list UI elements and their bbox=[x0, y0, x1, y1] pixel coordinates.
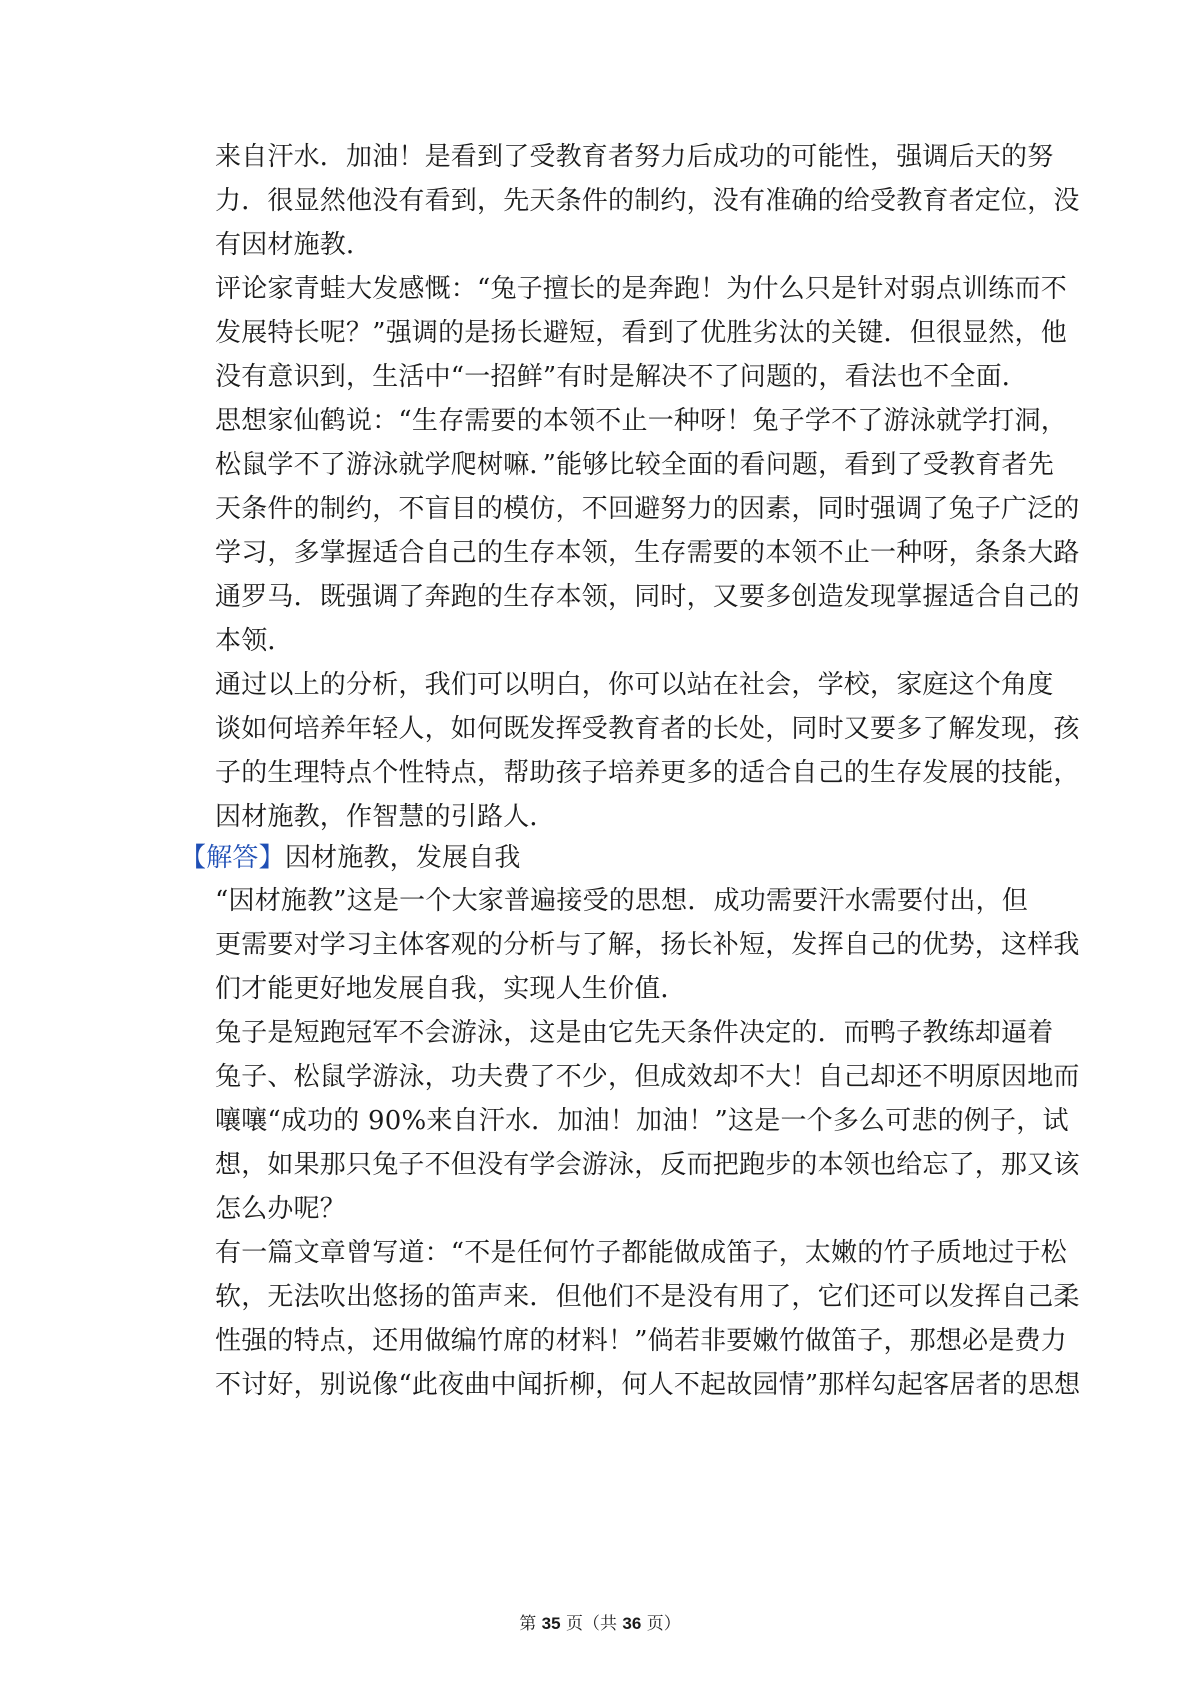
total-page-number: 36 bbox=[622, 1614, 642, 1633]
page-footer bbox=[0, 1613, 1200, 1635]
answer-line: 软，无法吹出悠扬的笛声来．但他们不是没有用了，它们还可以发挥自己柔 bbox=[215, 1282, 1080, 1312]
text-line: 发展特长呢？”强调的是扬长避短，看到了优胜劣汰的关键．但很显然，他 bbox=[215, 318, 1067, 348]
text-line: 来自汗水．加油！是看到了受教育者努力后成功的可能性，强调后天的努 bbox=[215, 142, 1054, 172]
answer-line: 兔子是短跑冠军不会游泳，这是由它先天条件决定的．而鸭子教练却逼着 bbox=[215, 1018, 1054, 1048]
answer-line: 有一篇文章曾写道：“不是任何竹子都能做成笛子，太嫩的竹子质地过于松 bbox=[215, 1238, 1067, 1268]
text-line: 子的生理特点个性特点，帮助孩子培养更多的适合自己的生存发展的技能， bbox=[215, 758, 1080, 788]
current-page-number: 35 bbox=[541, 1614, 561, 1633]
answer-line: “因材施教”这是一个大家普遍接受的思想．成功需要汗水需要付出，但 bbox=[215, 886, 1028, 916]
answer-title: 因材施教，发展自我 bbox=[284, 843, 521, 873]
text-line: 力．很显然他没有看到，先天条件的制约，没有准确的给受教育者定位，没 bbox=[215, 186, 1080, 216]
text-line: 谈如何培养年轻人，如何既发挥受教育者的长处，同时又要多了解发现，孩 bbox=[215, 714, 1080, 744]
text-line: 松鼠学不了游泳就学爬树嘛．”能够比较全面的看问题，看到了受教育者先 bbox=[215, 450, 1054, 480]
answer-line: 兔子、松鼠学游泳，功夫费了不少，但成效却不大！自己却还不明原因地而 bbox=[215, 1062, 1080, 1092]
answer-label: 【解答】 bbox=[180, 843, 285, 873]
text-line: 天条件的制约，不盲目的模仿，不回避努力的因素，同时强调了兔子广泛的 bbox=[215, 494, 1080, 524]
answer-line: 们才能更好地发展自我，实现人生价值． bbox=[215, 974, 687, 1004]
answer-line: 更需要对学习主体客观的分析与了解，扬长补短，发挥自己的优势，这样我 bbox=[215, 930, 1080, 960]
footer-suffix: 页） bbox=[641, 1614, 681, 1634]
answer-line: 嚷嚷“成功的 90%来自汗水．加油！加油！”这是一个多么可悲的例子，试 bbox=[215, 1106, 1069, 1136]
answer-line: 怎么办呢？ bbox=[215, 1194, 347, 1224]
text-line: 通罗马．既强调了奔跑的生存本领，同时，又要多创造发现掌握适合自己的 bbox=[215, 582, 1080, 612]
footer-middle: 页（共 bbox=[560, 1614, 623, 1634]
text-line: 学习，多掌握适合自己的生存本领，生存需要的本领不止一种呀，条条大路 bbox=[215, 538, 1080, 568]
text-line: 因材施教，作智慧的引路人． bbox=[215, 802, 556, 832]
answer-line: 不讨好，别说像“此夜曲中闻折柳，何人不起故园情”那样勾起客居者的思想 bbox=[215, 1370, 1081, 1400]
text-line: 思想家仙鹤说：“生存需要的本领不止一种呀！兔子学不了游泳就学打洞， bbox=[215, 406, 1067, 436]
footer-prefix: 第 bbox=[519, 1614, 542, 1634]
answer-line: 想，如果那只兔子不但没有学会游泳，反而把跑步的本领也给忘了，那又该 bbox=[215, 1150, 1080, 1180]
text-line: 没有意识到，生活中“一招鲜”有时是解决不了问题的，看法也不全面． bbox=[215, 362, 1028, 392]
answer-line: 性强的特点，还用做编竹席的材料！”倘若非要嫩竹做笛子，那想必是费力 bbox=[215, 1326, 1067, 1356]
text-line: 通过以上的分析，我们可以明白，你可以站在社会，学校，家庭这个角度 bbox=[215, 670, 1054, 700]
answer-heading bbox=[180, 843, 990, 873]
text-line: 评论家青蛙大发感慨：“兔子擅长的是奔跑！为什么只是针对弱点训练而不 bbox=[215, 274, 1067, 304]
text-line: 有因材施教． bbox=[215, 230, 373, 260]
text-line: 本领． bbox=[215, 626, 294, 656]
